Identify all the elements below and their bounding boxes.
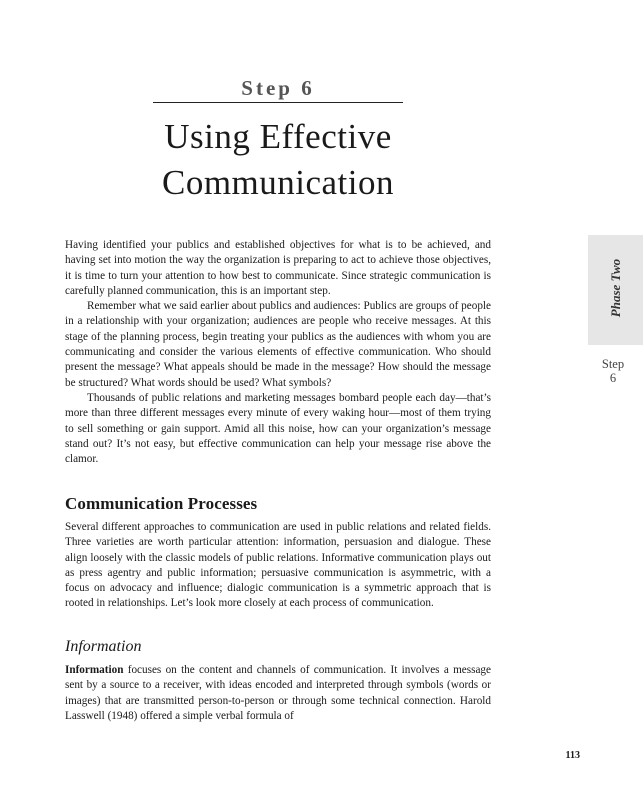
side-step-number: 6	[609, 371, 617, 385]
subsection-lead-term: Information	[65, 664, 124, 676]
chapter-title	[130, 114, 426, 206]
intro-paragraph-3: Thousands of public relations and marketing messages bombard people each day—that’s more than three different messages every minute of every waking hour—most of them trying to sell something or gain support. Amid all this noise, how can your organization’s message stand out? It’s not easy, but effective communication can help your message rise above the clamor.	[65, 391, 491, 466]
subsection-paragraph	[65, 663, 491, 724]
page-number: 113	[565, 750, 580, 761]
intro-paragraph-2: Remember what we said earlier about publics and audiences: Publics are groups of people in a relationship with your organization; audiences are people who receive messages. At this stage of the planning process, begin treating your publics as the audiences with whom you are communicating and consider the various elements of effective communication. Who should present the message? What appeals should be made in the message? How should the message be structured? What words should be used? What symbols?	[65, 300, 491, 389]
section-paragraph: Several different approaches to communication are used in public relations and related fields. Three varieties are worth particular attention: information, persuasion and dialogue. These align loosely with the classic models of public relations. Informative communication plays out as press agentry and public information; persuasive communication is asymmetric, with a focus on advocacy and influence; dialogic communication is a symmetric approach that is rooted in relationships. Let’s look more closely at each process of communication.	[65, 521, 491, 610]
step-label-rule	[153, 102, 403, 103]
intro-paragraph-1: Having identified your publics and established objectives for what is to be achieved, and having set into motion the way the organization is preparing to act to achieve those objectives, it is time to turn your attention to how best to communicate. Since strategic communication is carefully planned communication, this is an important step.	[65, 239, 491, 297]
section-text	[65, 520, 491, 612]
subsection-text	[65, 663, 491, 724]
intro-text	[65, 238, 491, 467]
section-heading: Communication Processes	[65, 494, 258, 513]
subsection-heading: Information	[65, 638, 142, 655]
chapter-step-label: Step 6	[241, 76, 315, 100]
chapter-title-line-1: Using Effective	[164, 117, 392, 156]
phase-tab-label: Phase Two	[608, 258, 623, 318]
chapter-title-line-2: Communication	[161, 163, 395, 202]
side-step-word: Step	[601, 357, 625, 371]
subsection-paragraph-rest: focuses on the content and channels of communication. It involves a message sent by a source to a receiver, with ideas encoded and interpreted through symbols (words or images) that are transmitted person-to-person or through some technical connection. Harold Lasswell (1948) offered a simple verbal formula of	[65, 664, 491, 722]
